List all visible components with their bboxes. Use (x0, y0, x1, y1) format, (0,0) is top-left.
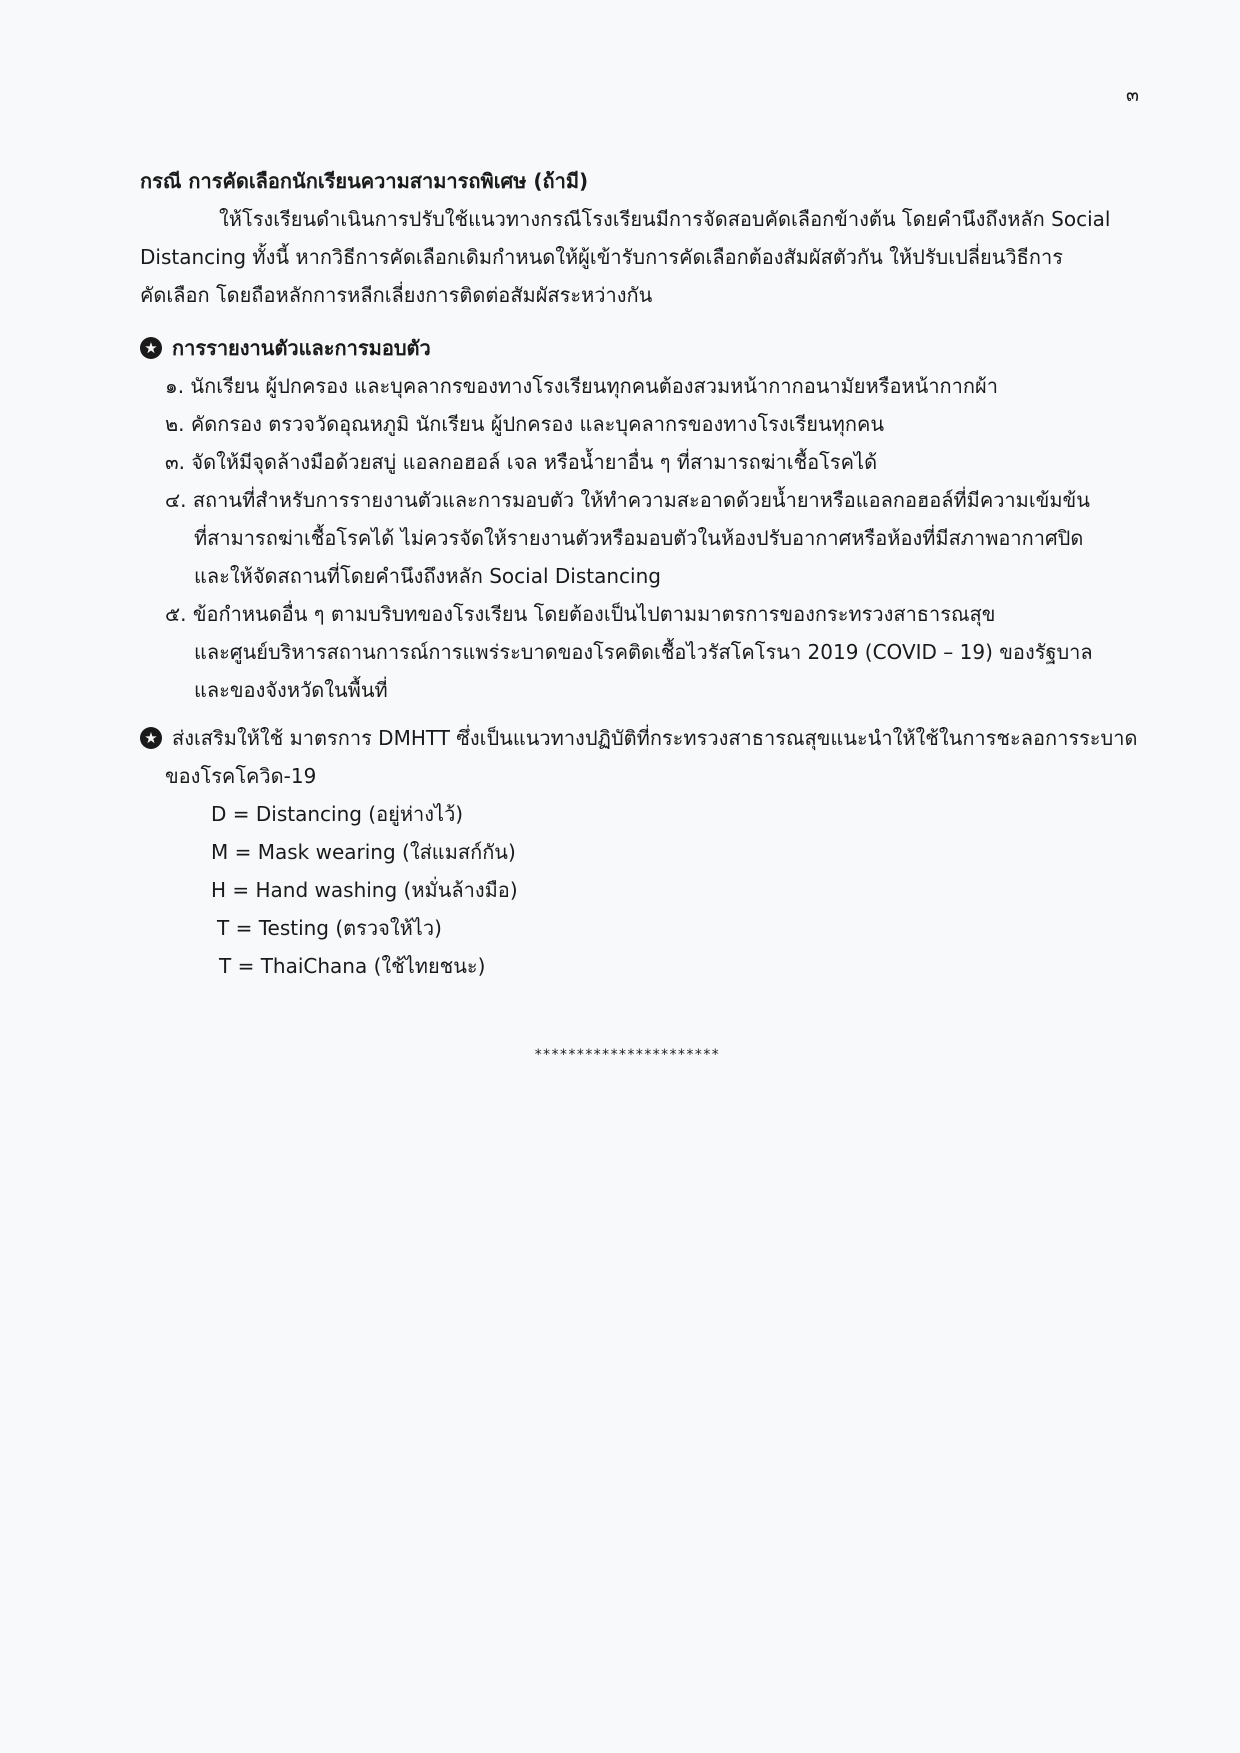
page-number: ๓ (1126, 84, 1139, 106)
dmhtt-d: D = Distancing (อยู่ห่างไว้) (211, 802, 464, 826)
star-circle-icon: ★ (140, 337, 162, 359)
dmhtt-intro-line-2: ของโรคโควิด-19 (165, 764, 317, 788)
dmhtt-t-thaichana: T = ThaiChana (ใช้ไทยชนะ) (219, 954, 486, 978)
report-item-5-line-1: ๕. ข้อกำหนดอื่น ๆ ตามบริบทของโรงเรียน โดยต้องเป็นไปตามมาตรการของกระทรวงสาธารณสุข (165, 602, 996, 626)
section-special-paragraph-line-3: คัดเลือก โดยถือหลักการหลีกเลี่ยงการติดต่อสัมผัสระหว่างกัน (140, 283, 653, 307)
section-special-paragraph-line-2: Distancing ทั้งนี้ หากวิธีการคัดเลือกเดิมกำหนดให้ผู้เข้ารับการคัดเลือกต้องสัมผัสตัวกัน ให้ปรับเปลี่ยนวิธีการ (140, 245, 1063, 269)
section-special-heading: กรณี การคัดเลือกนักเรียนความสามารถพิเศษ (ถ้ามี) (140, 169, 589, 193)
report-item-3: ๓. จัดให้มีจุดล้างมือด้วยสบู่ แอลกอฮอล์ เจล หรือน้ำยาอื่น ๆ ที่สามารถฆ่าเชื้อโรคได้ (165, 450, 878, 474)
report-item-5-line-2: และศูนย์บริหารสถานการณ์การแพร่ระบาดของโรคติดเชื้อไวรัสโคโรนา 2019 (COVID – 19) ของรัฐบาล (194, 640, 1093, 664)
report-item-5-line-3: และของจังหวัดในพื้นที่ (194, 678, 388, 702)
end-of-section-marker: ********************** (534, 1047, 720, 1063)
report-item-4-line-3: และให้จัดสถานที่โดยคำนึงถึงหลัก Social Distancing (194, 564, 661, 588)
report-item-4-line-2: ที่สามารถฆ่าเชื้อโรคได้ ไม่ควรจัดให้รายงานตัวหรือมอบตัวในห้องปรับอากาศหรือห้องที่มีสภาพอากาศปิด (194, 526, 1084, 550)
report-item-1: ๑. นักเรียน ผู้ปกครอง และบุคลากรของทางโรงเรียนทุกคนต้องสวมหน้ากากอนามัยหรือหน้ากากผ้า (165, 374, 998, 398)
star-circle-icon: ★ (140, 727, 162, 749)
dmhtt-h: H = Hand washing (หมั่นล้างมือ) (211, 878, 518, 902)
section-report-heading: การรายงานตัวและการมอบตัว (172, 336, 431, 360)
dmhtt-intro-line-1: ส่งเสริมให้ใช้ มาตรการ DMHTT ซึ่งเป็นแนวทางปฏิบัติที่กระทรวงสาธารณสุขแนะนำให้ใช้ในการชะลอการระบาด (172, 726, 1138, 750)
section-special-paragraph-line-1: ให้โรงเรียนดำเนินการปรับใช้แนวทางกรณีโรงเรียนมีการจัดสอบคัดเลือกข้างต้น โดยคำนึงถึงหลัก Social (219, 207, 1111, 231)
report-item-2: ๒. คัดกรอง ตรวจวัดอุณหภูมิ นักเรียน ผู้ปกครอง และบุคลากรของทางโรงเรียนทุกคน (165, 412, 885, 436)
dmhtt-m: M = Mask wearing (ใส่แมสก์กัน) (211, 840, 516, 864)
dmhtt-t-testing: T = Testing (ตรวจให้ไว) (217, 916, 442, 940)
report-item-4-line-1: ๔. สถานที่สำหรับการรายงานตัวและการมอบตัว ให้ทำความสะอาดด้วยน้ำยาหรือแอลกอฮอล์ที่มีความเข้มข้น (165, 488, 1090, 512)
